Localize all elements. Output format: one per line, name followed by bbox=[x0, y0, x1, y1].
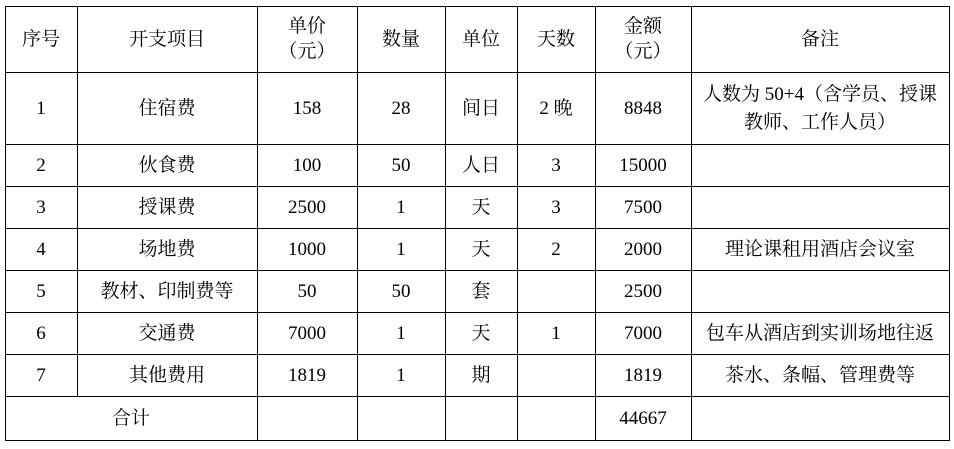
cell-unit: 期 bbox=[445, 355, 517, 397]
cell-quantity: 28 bbox=[357, 73, 445, 145]
cell-days bbox=[517, 355, 595, 397]
cell-quantity: 1 bbox=[357, 313, 445, 355]
header-cell-unit: 单位 bbox=[445, 7, 517, 73]
total-note bbox=[691, 397, 949, 441]
header-unit-price-line1: 单价 bbox=[287, 15, 326, 37]
cell-unit-price: 7000 bbox=[257, 313, 357, 355]
cell-days bbox=[517, 271, 595, 313]
header-cell-quantity: 数量 bbox=[357, 7, 445, 73]
total-unit bbox=[445, 397, 517, 441]
total-amount: 44667 bbox=[595, 397, 691, 441]
table-row bbox=[5, 271, 949, 313]
cell-amount: 2000 bbox=[595, 229, 691, 271]
cell-days: 3 bbox=[517, 187, 595, 229]
cell-amount: 8848 bbox=[595, 73, 691, 145]
cell-no: 5 bbox=[5, 271, 77, 313]
total-label: 合计 bbox=[5, 397, 257, 441]
cell-unit-price: 2500 bbox=[257, 187, 357, 229]
cell-quantity: 1 bbox=[357, 229, 445, 271]
cell-amount: 7000 bbox=[595, 313, 691, 355]
table-total-row bbox=[5, 397, 949, 441]
cell-note bbox=[691, 271, 949, 313]
cell-item: 教材、印制费等 bbox=[77, 271, 257, 313]
cell-note: 理论课租用酒店会议室 bbox=[691, 229, 949, 271]
cell-days: 2 晚 bbox=[517, 73, 595, 145]
cell-unit: 天 bbox=[445, 313, 517, 355]
cell-days: 2 bbox=[517, 229, 595, 271]
header-row bbox=[5, 7, 949, 73]
table-row bbox=[5, 187, 949, 229]
cell-note: 茶水、条幅、管理费等 bbox=[691, 355, 949, 397]
cell-item: 伙食费 bbox=[77, 145, 257, 187]
cell-note: 包车从酒店到实训场地往返 bbox=[691, 313, 949, 355]
cell-no: 3 bbox=[5, 187, 77, 229]
header-cell-days: 天数 bbox=[517, 7, 595, 73]
header-unit-price-line2: （元） bbox=[278, 40, 336, 62]
cell-no: 6 bbox=[5, 313, 77, 355]
cell-item: 场地费 bbox=[77, 229, 257, 271]
cell-amount: 1819 bbox=[595, 355, 691, 397]
table-row bbox=[5, 229, 949, 271]
cell-item: 授课费 bbox=[77, 187, 257, 229]
cell-amount: 2500 bbox=[595, 271, 691, 313]
cell-unit: 套 bbox=[445, 271, 517, 313]
cell-unit-price: 50 bbox=[257, 271, 357, 313]
header-cell-no: 序号 bbox=[5, 7, 77, 73]
cell-item: 交通费 bbox=[77, 313, 257, 355]
expense-budget-table bbox=[5, 6, 950, 441]
cell-quantity: 50 bbox=[357, 145, 445, 187]
cell-unit-price: 1819 bbox=[257, 355, 357, 397]
header-amount-line2: （元） bbox=[614, 40, 672, 62]
cell-days: 3 bbox=[517, 145, 595, 187]
cell-no: 1 bbox=[5, 73, 77, 145]
header-cell-note: 备注 bbox=[691, 7, 949, 73]
total-unit-price bbox=[257, 397, 357, 441]
cell-item: 其他费用 bbox=[77, 355, 257, 397]
cell-no: 7 bbox=[5, 355, 77, 397]
cell-days: 1 bbox=[517, 313, 595, 355]
total-days bbox=[517, 397, 595, 441]
header-cell-unit-price bbox=[257, 7, 357, 73]
cell-note bbox=[691, 145, 949, 187]
header-amount-line1: 金额 bbox=[623, 15, 662, 37]
cell-note-line2: 教师、工作人员） bbox=[743, 111, 896, 133]
cell-quantity: 50 bbox=[357, 271, 445, 313]
cell-item: 住宿费 bbox=[77, 73, 257, 145]
table-row bbox=[5, 145, 949, 187]
cell-quantity: 1 bbox=[357, 355, 445, 397]
table-row bbox=[5, 73, 949, 145]
table-body bbox=[5, 73, 949, 441]
cell-no: 4 bbox=[5, 229, 77, 271]
cell-unit: 天 bbox=[445, 187, 517, 229]
total-quantity bbox=[357, 397, 445, 441]
cell-unit-price: 1000 bbox=[257, 229, 357, 271]
cell-unit-price: 158 bbox=[257, 73, 357, 145]
cell-unit: 人日 bbox=[445, 145, 517, 187]
header-cell-item: 开支项目 bbox=[77, 7, 257, 73]
cell-amount: 7500 bbox=[595, 187, 691, 229]
table-row bbox=[5, 313, 949, 355]
table-header bbox=[5, 7, 949, 73]
cell-unit: 间日 bbox=[445, 73, 517, 145]
cell-amount: 15000 bbox=[595, 145, 691, 187]
cell-unit-price: 100 bbox=[257, 145, 357, 187]
table-row bbox=[5, 355, 949, 397]
header-cell-amount bbox=[595, 7, 691, 73]
cell-no: 2 bbox=[5, 145, 77, 187]
cell-quantity: 1 bbox=[357, 187, 445, 229]
cell-note-line1: 人数为 50+4（含学员、授课 bbox=[703, 83, 937, 105]
cell-unit: 天 bbox=[445, 229, 517, 271]
cell-note bbox=[691, 73, 949, 145]
cell-note bbox=[691, 187, 949, 229]
